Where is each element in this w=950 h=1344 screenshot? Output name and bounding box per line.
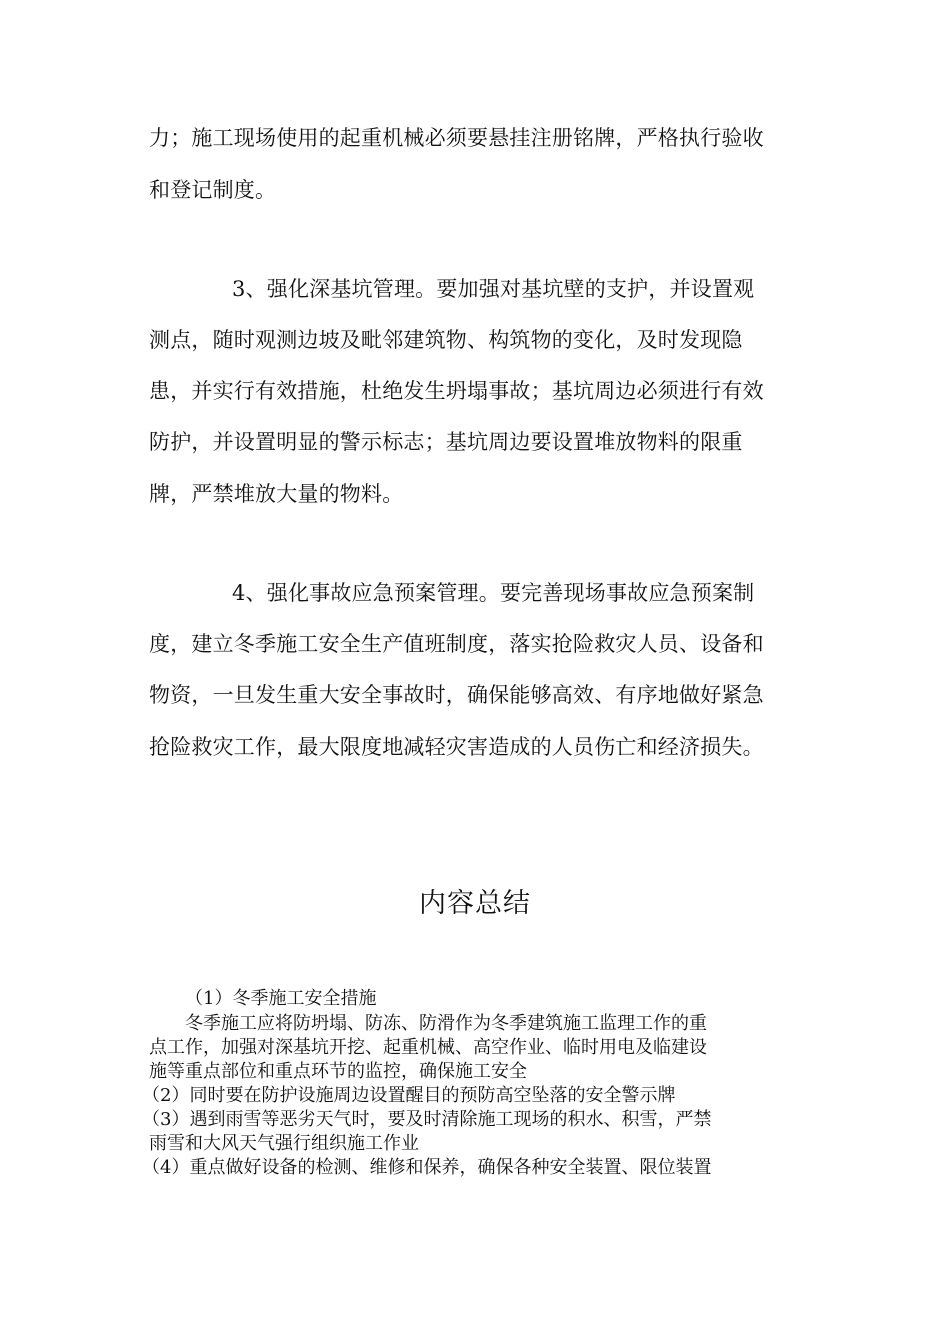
summary-line: 点工作，加强对深基坑开挖、起重机械、高空作业、临时用电及临建设 xyxy=(149,1037,707,1058)
paragraph-line: 测点，随时观测边坡及毗邻建筑物、构筑物的变化，及时发现隐 xyxy=(149,328,743,352)
paragraph-line: 度，建立冬季施工安全生产值班制度，落实抢险救灾人员、设备和 xyxy=(149,632,764,656)
paragraph-line: 防护，并设置明显的警示标志；基坑周边要设置堆放物料的限重 xyxy=(149,430,743,454)
paragraph-line: 3、强化深基坑管理。要加强对基坑壁的支护，并设置观 xyxy=(232,277,755,301)
summary-line: 施等重点部位和重点环节的监控，确保施工安全 xyxy=(149,1061,527,1082)
paragraph-line: 和登记制度。 xyxy=(149,178,277,202)
summary-title: 内容总结 xyxy=(419,888,531,919)
summary-line: 冬季施工应将防坍塌、防冻、防滑作为冬季建筑施工监理工作的重 xyxy=(185,1013,707,1034)
summary-line: （1）冬季施工安全措施 xyxy=(185,988,377,1009)
summary-line: （2）同时要在防护设施周边设置醒目的预防高空坠落的安全警示牌 xyxy=(142,1085,676,1106)
paragraph-line: 牌，严禁堆放大量的物料。 xyxy=(149,482,404,506)
summary-line: （4）重点做好设备的检测、维修和保养，确保各种安全装置、限位装置 xyxy=(142,1157,712,1178)
paragraph-line: 物资，一旦发生重大安全事故时，确保能够高效、有序地做好紧急 xyxy=(149,683,764,707)
summary-line: （3）遇到雨雪等恶劣天气时，要及时清除施工现场的积水、积雪，严禁 xyxy=(142,1109,712,1130)
paragraph-line: 抢险救灾工作，最大限度地减轻灾害造成的人员伤亡和经济损失。 xyxy=(149,735,764,759)
paragraph-line: 力；施工现场使用的起重机械必须要悬挂注册铭牌，严格执行验收 xyxy=(149,126,764,150)
summary-line: 雨雪和大风天气强行组织施工作业 xyxy=(149,1133,419,1154)
paragraph-line: 患，并实行有效措施，杜绝发生坍塌事故；基坑周边必须进行有效 xyxy=(149,379,764,403)
paragraph-line: 4、强化事故应急预案管理。要完善现场事故应急预案制 xyxy=(232,581,755,605)
